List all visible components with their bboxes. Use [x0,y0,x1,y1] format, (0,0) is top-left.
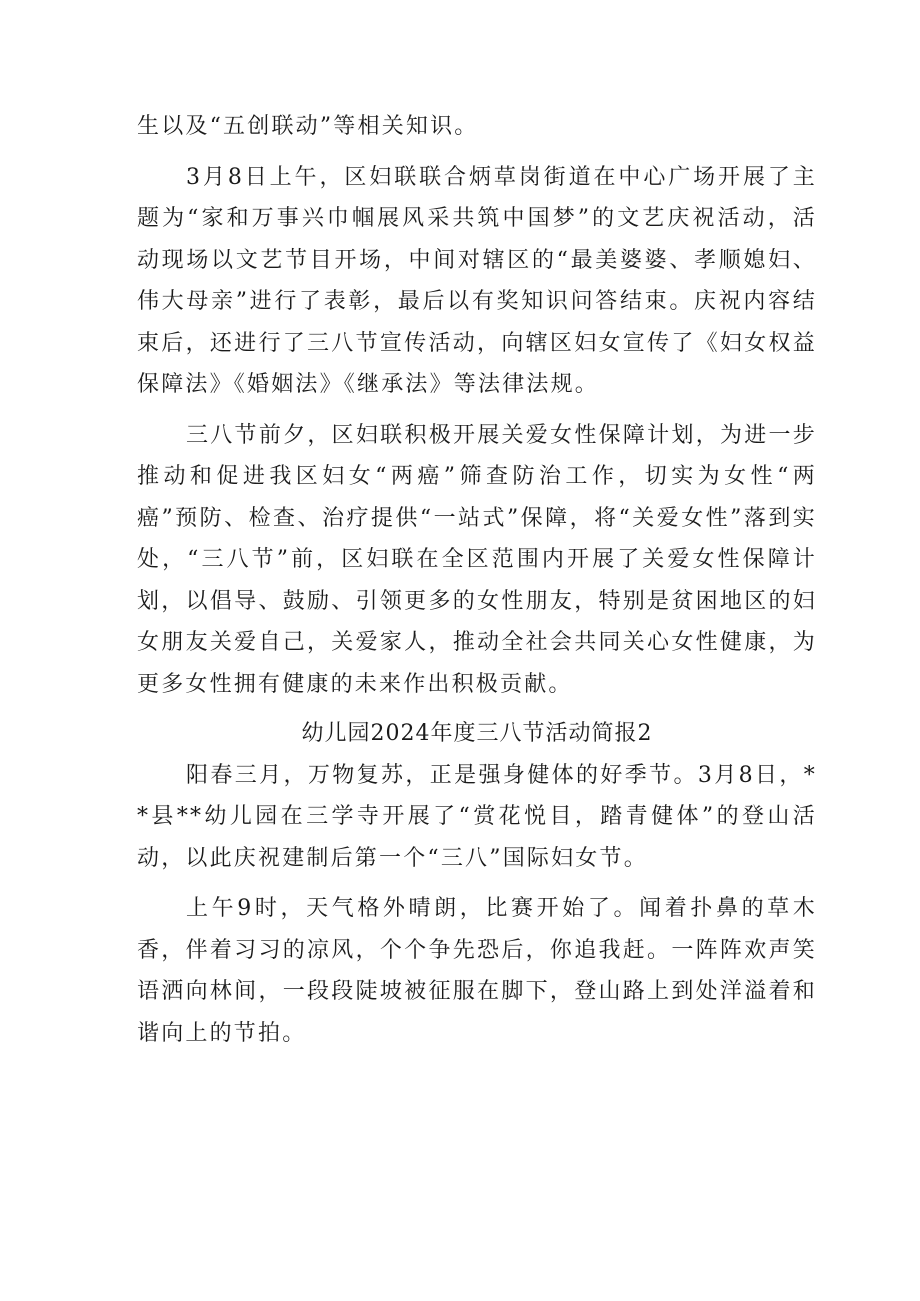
paragraph-hiking-detail: 上午9时，天气格外晴朗，比赛开始了。闻着扑鼻的草木香，伴着习习的凉风，个个争先恐后，你追我赶。一阵阵欢声笑语洒向林间，一段段陡坡被征服在脚下，登山路上到处洋溢着和谐向上的节拍。 [137,896,817,1046]
paragraph-hiking-intro: 阳春三月，万物复苏，正是强身健体的好季节。3月8日，**县**幼儿园在三学寺开展了“赏花悦目，踏青健体”的登山活动，以此庆祝建制后第一个“三八”国际妇女节。 [137,762,817,871]
paragraph-continuation: 生以及“五创联动”等相关知识。 [137,114,479,139]
paragraph-care-plan: 三八节前夕，区妇联积极开展关爱女性保障计划，为进一步推动和促进我区妇女“两癌”筛查防治工作，切实为女性“两癌”预防、检查、治疗提供“一站式”保障，将“关爱女性”落到实处，“三八节”前，区妇联在全区范围内开展了关爱女性保障计划，以倡导、鼓励、引领更多的女性朋友，特别是贫困地区的妇女朋友关爱自己，关爱家人，推动全社会共同关心女性健康，为更多女性拥有健康的未来作出积极贡献。 [137,422,817,697]
document-body [137,106,817,1054]
paragraph-celebration-event: 3月8日上午，区妇联联合炳草岗街道在中心广场开展了主题为“家和万事兴巾帼展风采共筑中国梦”的文艺庆祝活动，活动现场以文艺节目开场，中间对辖区的“最美婆婆、孝顺媳妇、伟大母亲”进行了表彰，最后以有奖知识问答结束。庆祝内容结束后，还进行了三八节宣传活动，向辖区妇女宣传了《妇女权益保障法》《婚姻法》《继承法》等法律法规。 [137,164,817,397]
section-title: 幼儿园2024年度三八节活动简报2 [301,721,653,746]
